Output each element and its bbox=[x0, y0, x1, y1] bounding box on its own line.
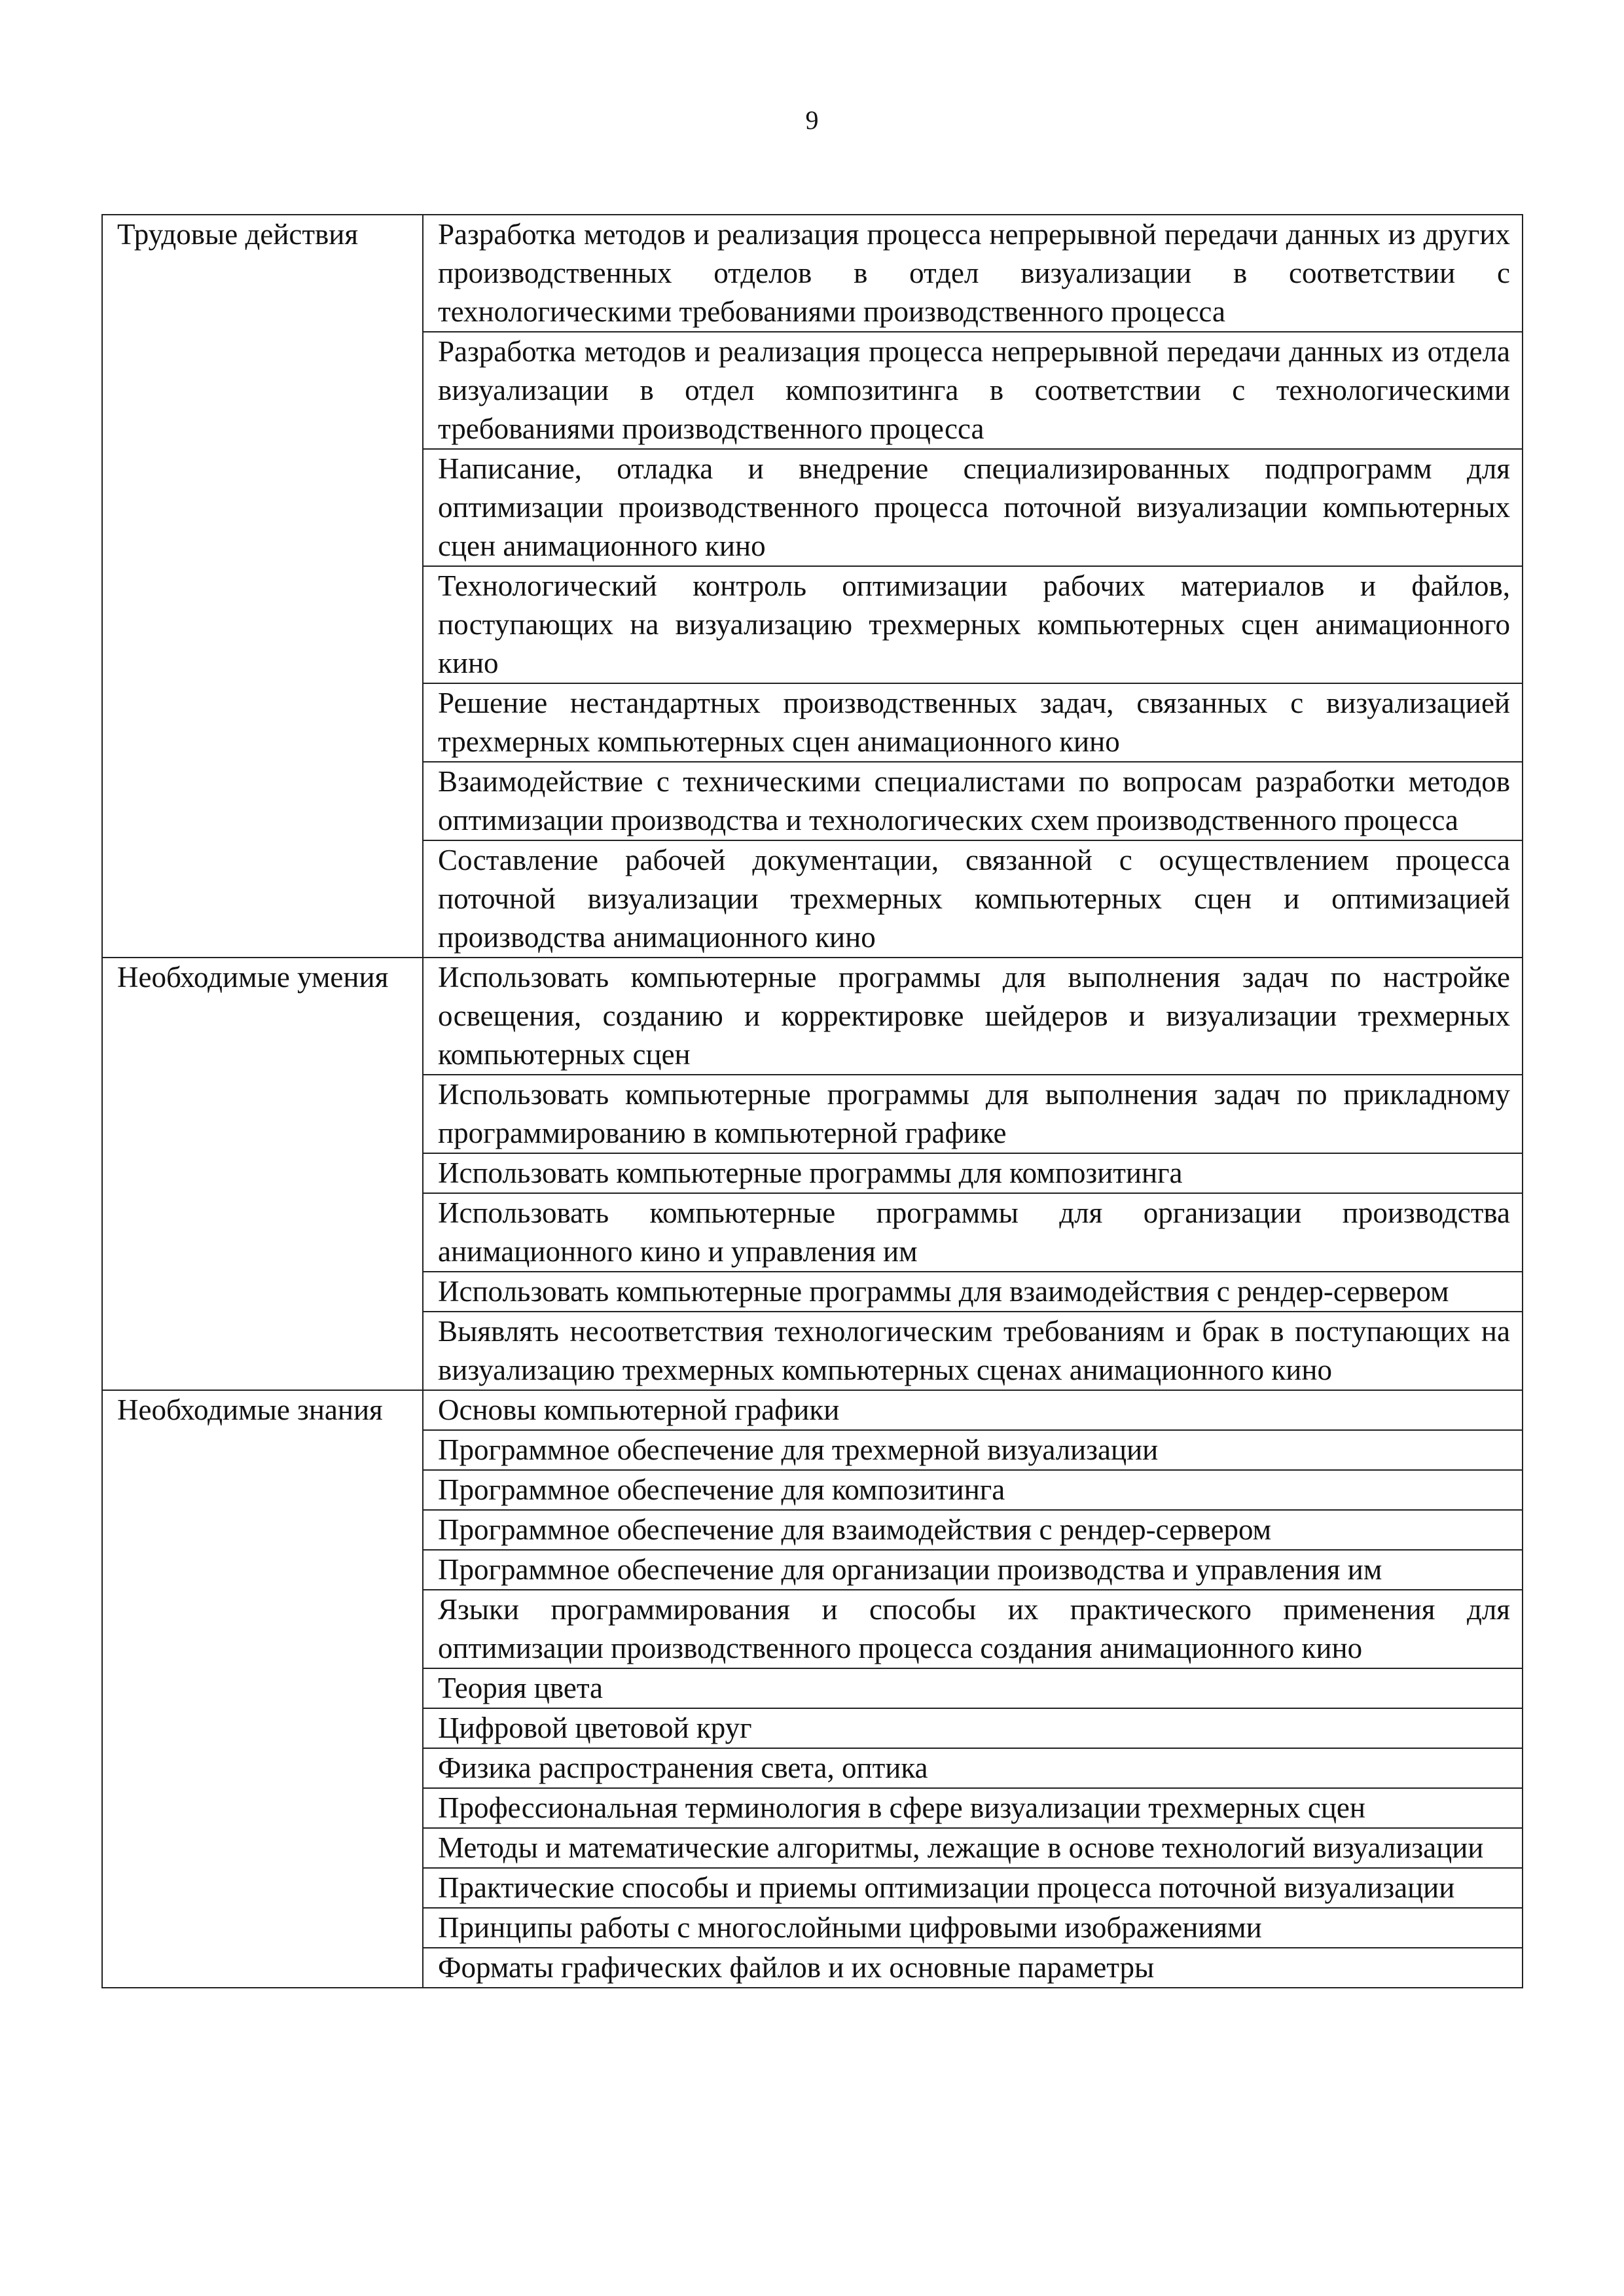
table-row bbox=[102, 215, 1523, 332]
table-row bbox=[102, 1390, 1523, 1430]
section-label-required-skills: Необходимые умения bbox=[102, 958, 423, 1390]
section-item: Языки программирования и способы их практического применения для оптимизации производственного процесса создания анимационного кино bbox=[423, 1590, 1523, 1668]
section-item: Выявлять несоответствия технологическим требованиям и брак в поступающих на визуализацию трехмерных компьютерных сценах анимационного кино bbox=[423, 1312, 1523, 1390]
section-item: Технологический контроль оптимизации рабочих материалов и файлов, поступающих на визуализацию трехмерных компьютерных сцен анимационного кино bbox=[423, 566, 1523, 683]
section-item: Основы компьютерной графики bbox=[423, 1390, 1523, 1430]
section-label-labor-actions: Трудовые действия bbox=[102, 215, 423, 958]
section-item: Физика распространения света, оптика bbox=[423, 1748, 1523, 1788]
section-item: Разработка методов и реализация процесса непрерывной передачи данных из других производственных отделов в отдел визуализации в соответствии с технологическими требованиями производственного процесса bbox=[423, 215, 1523, 332]
requirements-table-body bbox=[102, 215, 1523, 1988]
section-item: Принципы работы с многослойными цифровыми изображениями bbox=[423, 1908, 1523, 1948]
section-item: Использовать компьютерные программы для организации производства анимационного кино и управления им bbox=[423, 1193, 1523, 1272]
section-item: Написание, отладка и внедрение специализированных подпрограмм для оптимизации производственного процесса поточной визуализации компьютерных сцен анимационного кино bbox=[423, 449, 1523, 566]
section-item: Цифровой цветовой круг bbox=[423, 1708, 1523, 1748]
section-item: Теория цвета bbox=[423, 1668, 1523, 1708]
section-item: Использовать компьютерные программы для выполнения задач по настройке освещения, созданию и корректировке шейдеров и визуализации трехмерных компьютерных сцен bbox=[423, 958, 1523, 1075]
section-item: Составление рабочей документации, связанной с осуществлением процесса поточной визуализации трехмерных компьютерных сцен и оптимизацией производства анимационного кино bbox=[423, 840, 1523, 958]
section-item: Профессиональная терминология в сфере визуализации трехмерных сцен bbox=[423, 1788, 1523, 1828]
section-item: Программное обеспечение для взаимодействия с рендер-сервером bbox=[423, 1510, 1523, 1550]
section-item: Использовать компьютерные программы для выполнения задач по прикладному программированию в компьютерной графике bbox=[423, 1075, 1523, 1153]
section-item: Программное обеспечение для организации производства и управления им bbox=[423, 1550, 1523, 1590]
section-item: Взаимодействие с техническими специалистами по вопросам разработки методов оптимизации производства и технологических схем производственного процесса bbox=[423, 762, 1523, 840]
section-label-required-knowledge: Необходимые знания bbox=[102, 1390, 423, 1988]
section-item: Разработка методов и реализация процесса непрерывной передачи данных из отдела визуализации в отдел композитинга в соответствии с технологическими требованиями производственного процесса bbox=[423, 332, 1523, 449]
page-number: 9 bbox=[805, 105, 819, 135]
section-item: Использовать компьютерные программы для взаимодействия с рендер-сервером bbox=[423, 1272, 1523, 1312]
requirements-table bbox=[101, 214, 1523, 1988]
section-item: Использовать компьютерные программы для композитинга bbox=[423, 1153, 1523, 1193]
section-item: Форматы графических файлов и их основные параметры bbox=[423, 1948, 1523, 1988]
section-item: Программное обеспечение для трехмерной визуализации bbox=[423, 1430, 1523, 1470]
section-item: Решение нестандартных производственных задач, связанных с визуализацией трехмерных компьютерных сцен анимационного кино bbox=[423, 683, 1523, 762]
section-item: Практические способы и приемы оптимизации процесса поточной визуализации bbox=[423, 1868, 1523, 1908]
section-item: Программное обеспечение для композитинга bbox=[423, 1470, 1523, 1510]
section-item: Методы и математические алгоритмы, лежащие в основе технологий визуализации bbox=[423, 1828, 1523, 1868]
table-row bbox=[102, 958, 1523, 1075]
